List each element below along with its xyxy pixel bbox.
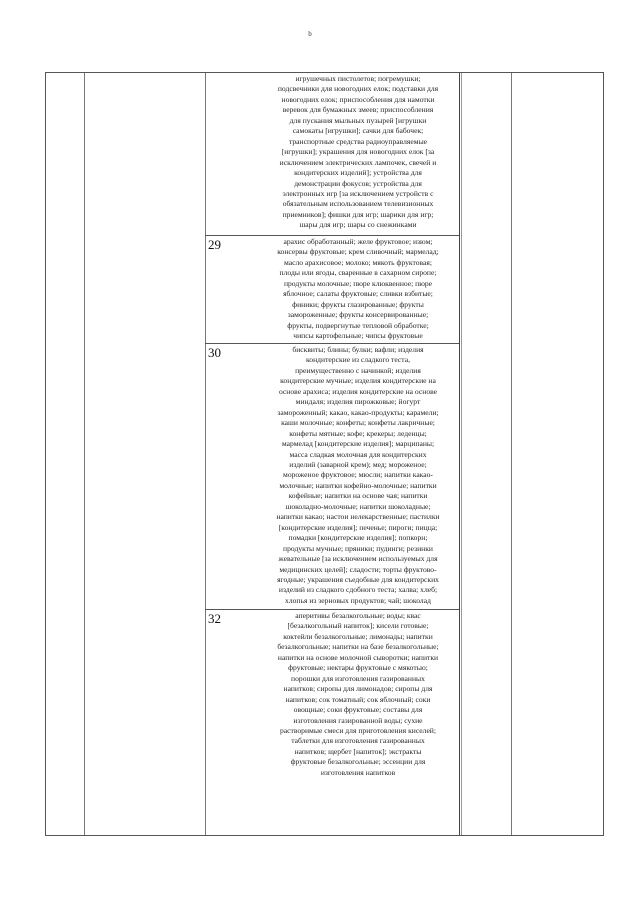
class-number: 30 bbox=[208, 345, 221, 360]
goods-list: бисквиты; блины; булки; вафли; изделия кондитерские из сладкого теста, преимущественно с начинкой; изделия кондитерские мучные; изделия кондитерские на основе арахиса; изделия кондитерские на основе миндаля; изделия пирожковые; йогурт замороженный; какао, какао-продукты; карамели; каши молочные; конфеты; конфеты лакричные; конфеты мятные; кофе; крекеры; леденцы; мармелад [кондитерские изделия]; марципаны; масса сладкая молочная для кондитерских изделий (заварной крем); мед; мороженое; мороженое фруктовое; мюсли; напитки какао- молочные; напитки кофейно-молочные; напитки кофейные; напитки на основе чая; напитки шоколадно-молочные; напитки шоколадные; напитки какао; настои нелекарственные; пастилки [кондитерские изделия]; печенье; пироги; пицца; помадки [кондитерские изделия]; попкорн; продукты мучные; пряники; пудинги; резинки жевательные [за исключением используемых для медицинских целей]; сладости; торты фруктово- ягодные; украшения съедобные для кондитерских изделий из сладкого сдобного теста; халва; хлеб; хлопья из зерновых продуктов; чай; шоколад bbox=[276, 345, 440, 605]
row-divider bbox=[205, 609, 459, 610]
row-divider bbox=[205, 235, 459, 236]
goods-list: игрушечных пистолетов; погремушки; подсвечники для новогодних елок; подставки для новогодних елок; приспособления для намотки веревок для бумажных змеев; приспособления для пускания мыльных пузырей [игрушки самокаты [игрушки]; сачки для бабочек; транспортные средства радиоуправляемые [игрушки]; украшения для новогодних елок [за исключением электрических лампочек, свечей и кондитерских изделий]; устройства для демонстрации фокусов; устройства для электронных игр [за исключением устройств с обязательным использованием телевизионных приемников]; фишки для игр; шарики для игр; шары для игр; шары со снежинками bbox=[277, 74, 439, 230]
class-number: 32 bbox=[208, 611, 221, 626]
column-divider bbox=[461, 73, 462, 835]
column-divider bbox=[205, 73, 206, 835]
class-number: 29 bbox=[208, 237, 221, 252]
page-number: b bbox=[308, 30, 312, 38]
goods-list: арахис обработанный; желе фруктовое; изюм; консервы фруктовые; крем сливочный; мармелад; масло арахисовое; молоко; мякоть фруктовая; плоды или ягоды, сваренные в сахарном сиропе; продукты молочные; пюре клюквенное; пюре яблочное; салаты фруктовые; сливки взбитые; финики; фрукты глазированные; фрукты замороженные; фрукты консервированные; фрукты, подвергнутые тепловой обработке; чипсы картофельные; чипсы фруктовые bbox=[277, 237, 439, 341]
row-divider bbox=[205, 343, 459, 344]
column-divider bbox=[511, 73, 512, 835]
column-divider bbox=[459, 73, 460, 835]
goods-list: аперитивы безалкогольные; воды; квас [безалкогольный напиток]; кисели готовые; коктейли безалкогольные; лимонады; напитки безалкогольные; напитки на базе безалкогольные; напитки на основе молочной сыворотки; напитки фруктовые; нектары фруктовые с мякотью; порошки для изготовления газированных напитков; сиропы для лимонадов; сиропы для напитков; сок томатный; сок яблочный; соки овощные; соки фруктовые; составы для изготовления газированной воды; сухие растворимые смеси для приготовления киселей; таблетки для изготовления газированных напитков; щербет [напиток]; экстракты фруктовые безалкогольные; эссенции для изготовления напитков bbox=[277, 611, 439, 777]
classification-table bbox=[45, 72, 604, 836]
column-divider bbox=[84, 73, 85, 835]
